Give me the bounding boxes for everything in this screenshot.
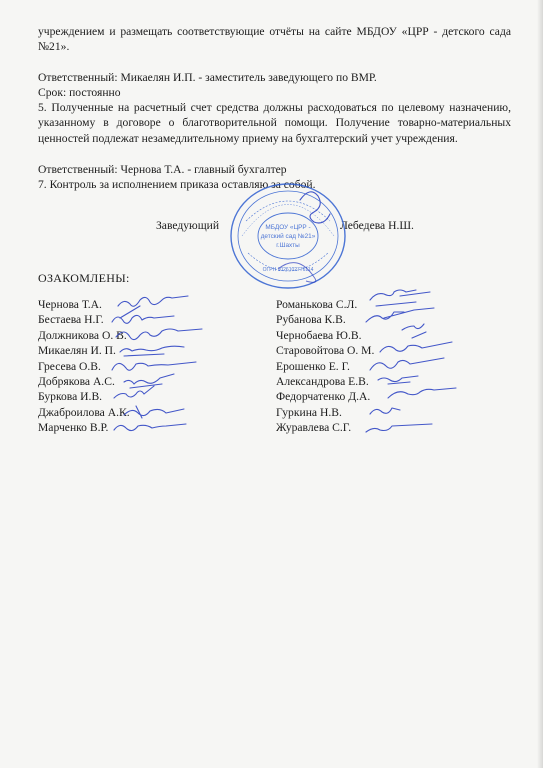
term-line: Срок: постоянно	[38, 86, 121, 99]
signature-left-8	[124, 406, 184, 418]
acquainted-left-column	[38, 297, 130, 436]
signature-right-9	[366, 424, 432, 432]
employee-name: Буркова И.В.	[38, 390, 103, 404]
employee-name: Бестаева Н.Г.	[38, 313, 104, 327]
employee-name: Александрова Е.В.	[276, 374, 369, 388]
signature-right-3	[402, 324, 426, 338]
scan-edge-shadow	[537, 0, 543, 768]
employee-name: Старовойтова О. М.	[276, 344, 375, 358]
employee-name: Джаброилова А.К.	[38, 405, 130, 419]
employee-name: Ерошенко Е. Г.	[276, 359, 350, 373]
responsible-line-5: Ответственный: Чернова Т.А. - главный бухгалтер	[38, 163, 287, 176]
signature-right-1	[370, 290, 430, 306]
signature-right-8	[370, 408, 400, 414]
acquainted-right-column	[276, 297, 374, 436]
employee-name: Чернова Т.А.	[38, 298, 102, 311]
stamp-line-1: МБДОУ «ЦРР -	[265, 224, 311, 231]
employee-name: Микаелян И. П.	[38, 344, 116, 358]
acquainted-heading: ОЗАКОМЛЕНЫ:	[38, 271, 130, 285]
stamp-line-2: детский сад №21»	[260, 233, 316, 240]
employee-name: Гуркина Н.В.	[276, 405, 342, 419]
paragraph-report: учреждением и размещать соответствующие отчёты на сайте МБДОУ «ЦРР - детского сада №21».	[38, 25, 511, 54]
signature-right-5	[370, 358, 444, 370]
signature-right-6	[378, 376, 418, 384]
stamp-line-3: г.Шахты	[276, 242, 300, 249]
signature-left-6	[124, 374, 174, 388]
responsible-line-1: Ответственный: Микаелян И.П. - заместитель заведующего по ВМР.	[38, 71, 377, 84]
employee-name: Рубанова К.В.	[276, 313, 346, 327]
stamp-bottom-line: ОГРН 1026102776114	[262, 267, 314, 273]
signature-right-4	[380, 342, 452, 352]
employee-name: Должникова О. В.	[38, 328, 127, 342]
head-title: Заведующий	[156, 219, 220, 232]
employee-name: Журавлева С.Г.	[276, 421, 352, 435]
paragraph-7: 7. Контроль за исполнением приказа оставляю за собой.	[38, 178, 316, 191]
employee-name: Добрякова А.С.	[38, 374, 115, 388]
employee-name: Федорчатенко Д.А.	[276, 390, 371, 404]
head-name: Лебедева Н.Ш.	[340, 219, 414, 232]
signature-right-2	[366, 308, 434, 322]
employee-name: Марченко В.Р.	[38, 421, 109, 435]
employee-name: Романькова С.Л.	[276, 298, 358, 311]
employee-name: Чернобаева Ю.В.	[276, 328, 362, 342]
employee-name: Гресева О.В.	[38, 359, 101, 373]
signature-right-7	[388, 388, 456, 398]
paragraph-5: 5. Полученные на расчетный счет средства должны расходоваться по целевому назначению, указанному в договоре о благотворительной помощи. Получение товарно-материальных ценностей подлежат незамедлительному приему на бухгалтерский учет учреждения.	[38, 101, 511, 145]
official-stamp-seal	[228, 181, 348, 291]
